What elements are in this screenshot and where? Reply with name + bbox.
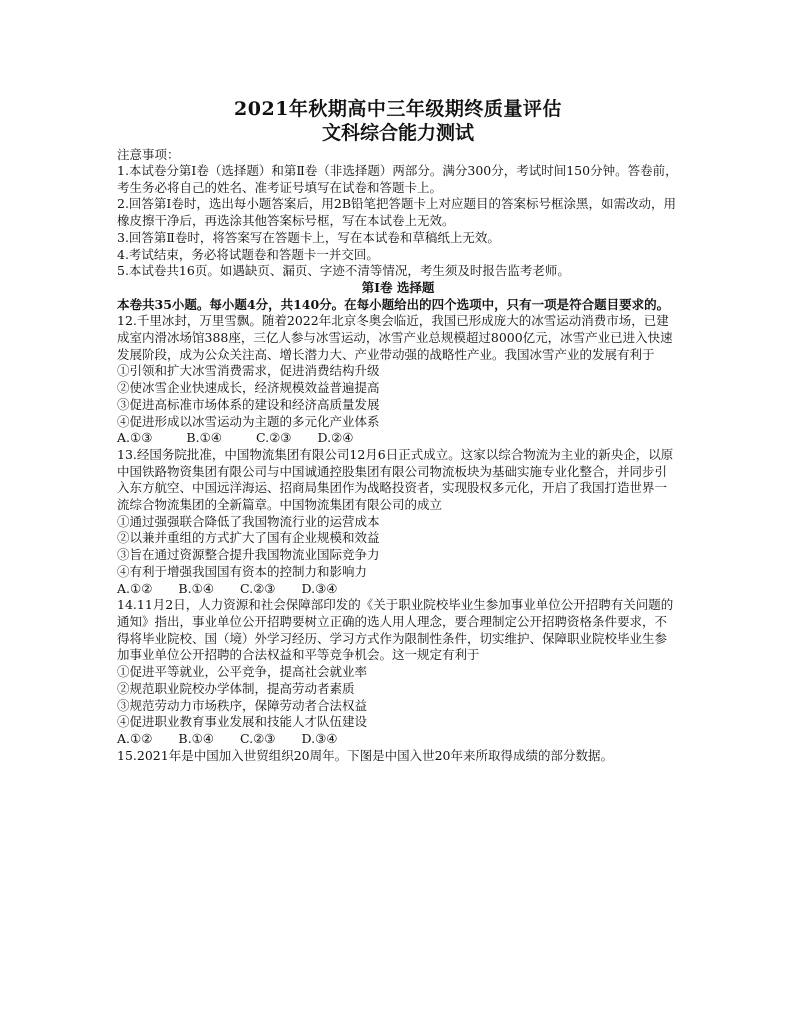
notice-item: 4.考试结束，务必将试题卷和答题卡一并交回。 xyxy=(117,246,379,262)
question-item: ②以兼并重组的方式扩大了国有企业规模和效益 xyxy=(117,530,380,546)
question-stem-13: 13.经国务院批准，中国物流集团有限公司12月6日正式成立。这家以综合物流为主业的新央企，以原中国铁路物资集团有限公司与中国诚通控股集团有限公司物流板块为基础实施专业化整合，并同步引入东方航空、中国远洋海运、招商局集团作为战略投资者，实现股权多元化，开启了我国打造世界一流综合物流集团的全新篇章。中国物流集团有限公司的成立 xyxy=(117,446,674,513)
answer-choices-12 xyxy=(117,430,679,447)
answer-choices-14 xyxy=(117,731,679,748)
page-title: 2021年秋期高中三年级期终质量评估 xyxy=(234,98,562,120)
choice-b: B.①④ xyxy=(186,430,222,446)
notice-item: 5.本试卷共16页。如遇缺页、漏页、字迹不清等情况，考生须及时报告监考老师。 xyxy=(117,263,570,279)
question-item: ①通过强强联合降低了我国物流行业的运营成本 xyxy=(117,513,380,529)
choice-d: D.③④ xyxy=(301,730,338,746)
choice-d: D.③④ xyxy=(301,580,338,596)
question-stem-12: 12.千里冰封，万里雪飘。随着2022年北京冬奥会临近，我国已形成庞大的冰雪运动消费市场，已建成室内滑冰场馆388座，三亿人参与冰雪运动，冰雪产业总规模超过8000亿元，冰雪产业已进入快速发展阶段，成为公众关注高、增长潜力大、产业带动强的战略性产业。我国冰雪产业的发展有利于 xyxy=(117,313,673,362)
page-subtitle: 文科综合能力测试 xyxy=(321,122,474,144)
question-item: ②使冰雪企业快速成长，经济规模效益普遍提高 xyxy=(117,380,380,396)
choice-b: B.①④ xyxy=(178,730,214,746)
section-instruction: 本卷共35小题。每小题4分，共140分。在每小题给出的四个选项中，只有一项是符合题目要求的。 xyxy=(117,296,670,312)
notice-item: 1.本试卷分第Ⅰ卷（选择题）和第Ⅱ卷（非选择题）两部分。满分300分，考试时间150分钟。答卷前，考生务必将自己的姓名、准考证号填写在试卷和答题卡上。 xyxy=(117,163,678,195)
question-stem-15: 15.2021年是中国加入世贸组织20周年。下图是中国入世20年来所取得成绩的部分数据。 xyxy=(117,747,614,763)
question-item: ②规范职业院校办学体制，提高劳动者素质 xyxy=(117,680,355,696)
question-item: ③促进高标准市场体系的建设和经济高质量发展 xyxy=(117,396,380,412)
answer-choices-13 xyxy=(117,581,679,598)
choice-c: C.②③ xyxy=(240,730,276,746)
choice-c: C.②③ xyxy=(240,580,276,596)
question-item: ①促进平等就业，公平竞争，提高社会就业率 xyxy=(117,664,368,680)
choice-b: B.①④ xyxy=(178,580,214,596)
section-title: 第Ⅰ卷 选择题 xyxy=(361,279,435,295)
choice-a: A.①② xyxy=(117,730,153,746)
question-item: ③旨在通过资源整合提升我国物流业国际竞争力 xyxy=(117,547,380,563)
notice-heading: 注意事项： xyxy=(117,147,180,162)
question-item: ④促进形成以冰雪运动为主题的多元化产业体系 xyxy=(117,413,380,429)
question-item: ③规范劳动力市场秩序，保障劳动者合法权益 xyxy=(117,697,368,713)
choice-d: D.②④ xyxy=(317,430,354,446)
choice-c: C.②③ xyxy=(256,430,292,446)
question-item: ④有利于增强我国国有资本的控制力和影响力 xyxy=(117,563,368,579)
question-item: ④促进职业教育事业发展和技能人才队伍建设 xyxy=(117,714,368,730)
notice-item: 2.回答第Ⅰ卷时，选出每小题答案后，用2B铅笔把答题卡上对应题目的答案标号框涂黑，如需改动，用橡皮擦干净后，再选涂其他答案标号框，写在本试卷上无效。 xyxy=(117,196,677,229)
choice-a: A.①③ xyxy=(117,430,153,446)
exam-page xyxy=(117,97,679,764)
question-item: ①引领和扩大冰雪消费需求，促进消费结构升级 xyxy=(117,363,380,379)
question-stem-14: 14.11月2日，人力资源和社会保障部印发的《关于职业院校毕业生参加事业单位公开招聘有关问题的通知》指出，事业单位公开招聘要树立正确的选人用人理念，要合理制定公开招聘资格条件要求，不得将毕业院校、国（境）外学习经历、学习方式作为限制性条件，切实维护、保障职业院校毕业生参加事业单位公开招聘的合法权益和平等竞争机会。这一规定有利于 xyxy=(117,597,674,663)
choice-a: A.①② xyxy=(117,580,153,596)
notice-item: 3.回答第Ⅱ卷时，将答案写在答题卡上，写在本试卷和草稿纸上无效。 xyxy=(117,229,500,245)
